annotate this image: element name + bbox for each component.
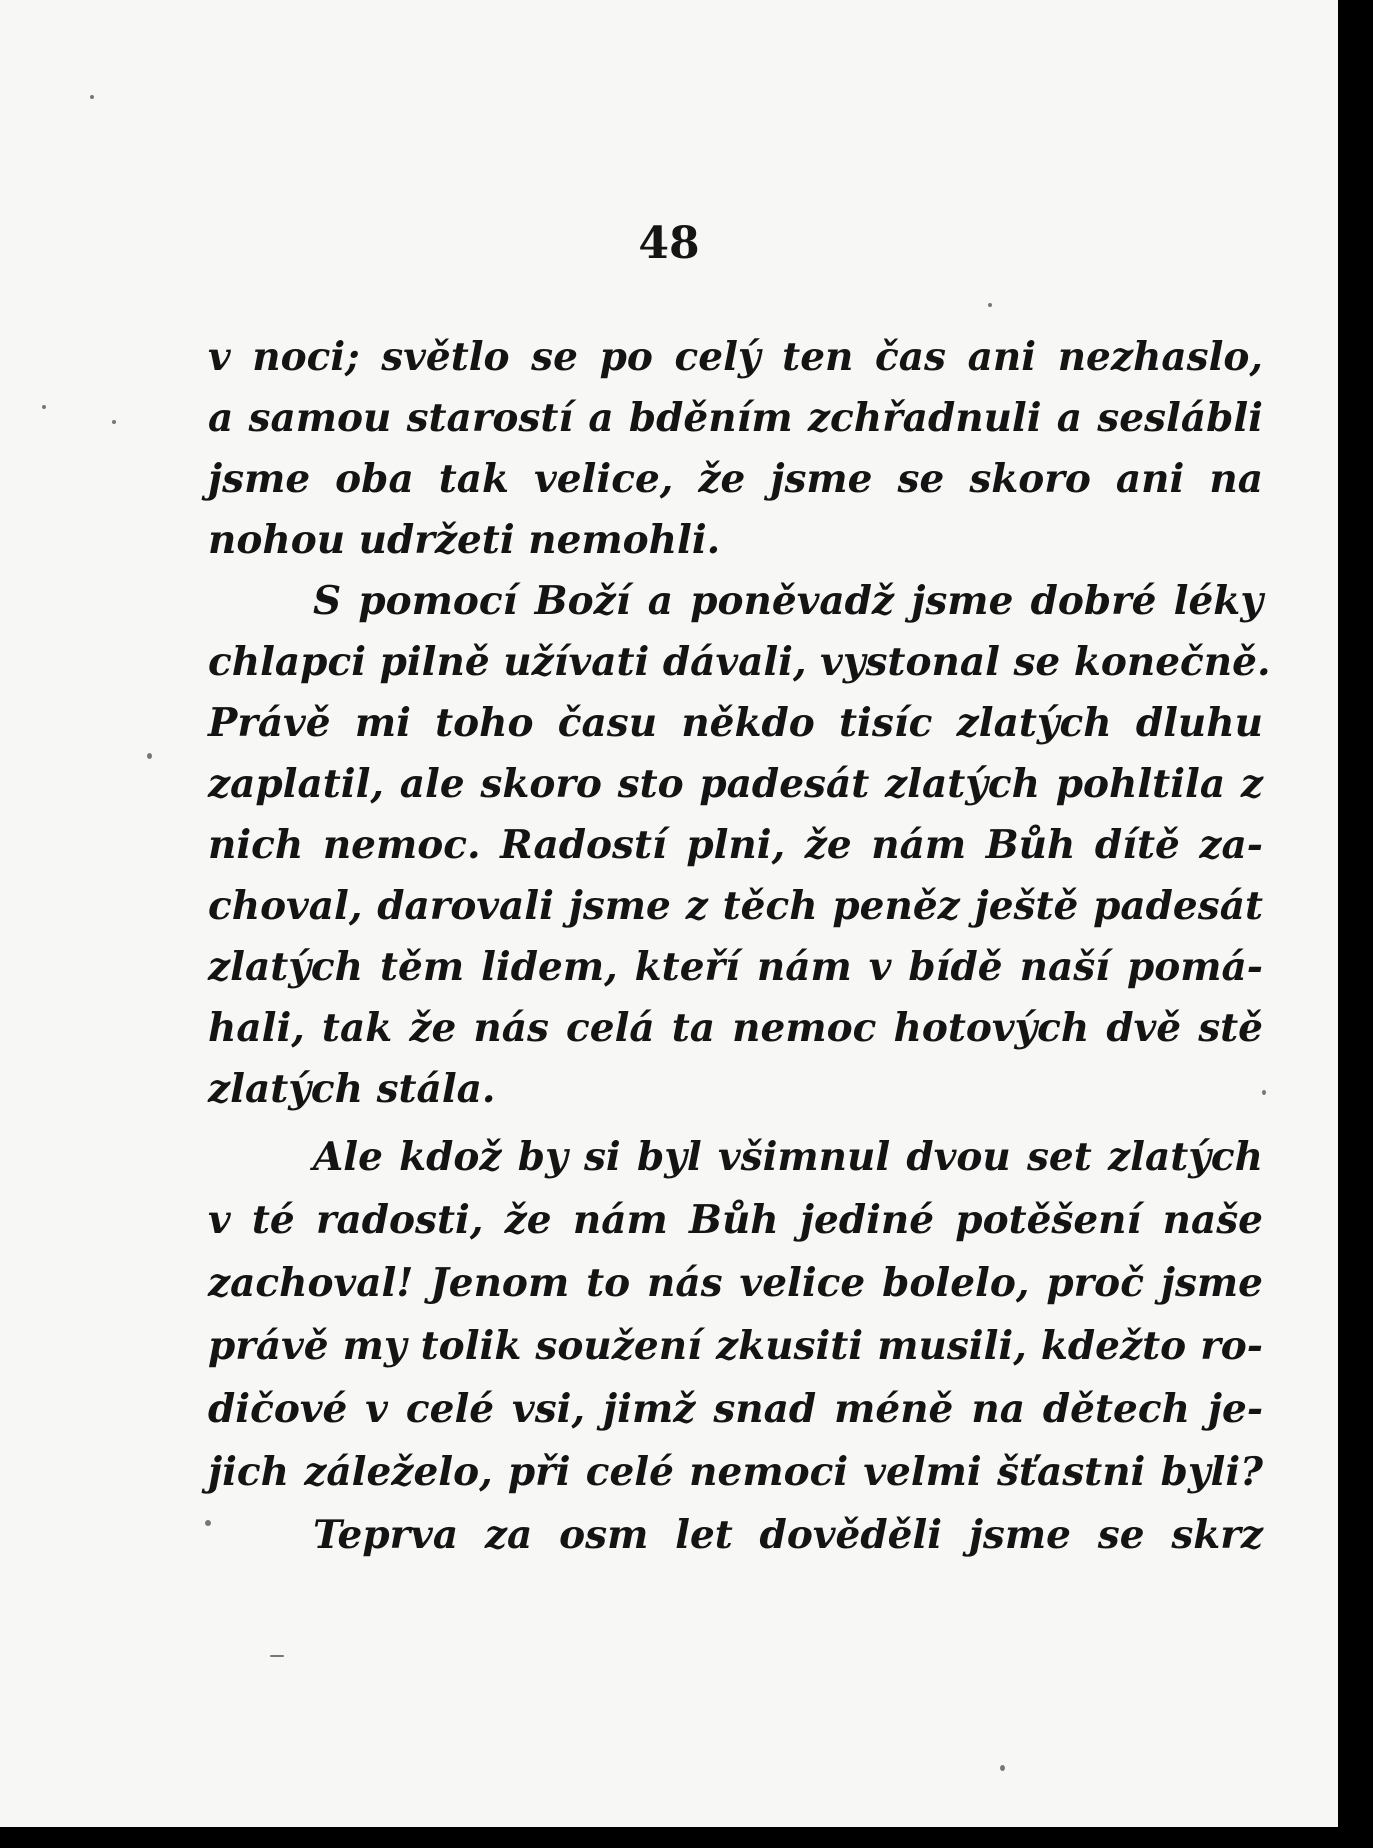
text-line: nohou udržeti nemohli. <box>208 517 721 563</box>
text-line: zaplatil, ale skoro sto padesát zlatých pohltila z <box>208 761 1263 807</box>
text-line: nich nemoc. Radostí plni, že nám Bůh dítě za- <box>208 822 1263 868</box>
text-line: dičové v celé vsi, jimž snad méně na dětech je- <box>208 1386 1263 1432</box>
text-line: chlapci pilně užívati dávali, vystonal se konečně. <box>208 639 1271 685</box>
page-number: 48 <box>638 218 700 269</box>
text-line: jsme oba tak velice, že jsme se skoro ani na <box>208 456 1263 502</box>
speck <box>988 303 992 307</box>
text-line: v noci; světlo se po celý ten čas ani nezhaslo, <box>208 334 1263 380</box>
text-line: S pomocí Boží a poněvadž jsme dobré léky <box>313 578 1263 624</box>
speck <box>42 405 46 409</box>
speck <box>90 95 94 99</box>
speck <box>1000 1765 1005 1771</box>
text-line: Ale kdož by si byl všimnul dvou set zlatých <box>313 1134 1263 1180</box>
speck <box>1262 1090 1266 1095</box>
text-line: zlatých stála. <box>208 1066 496 1112</box>
text-line: právě my tolik soužení zkusiti musili, kdežto ro- <box>208 1323 1263 1369</box>
speck <box>205 1520 211 1526</box>
speck <box>147 753 152 759</box>
speck <box>112 420 116 424</box>
text-line: zachoval! Jenom to nás velice bolelo, proč jsme <box>208 1260 1263 1306</box>
text-line: choval, darovali jsme z těch peněz ještě padesát <box>208 883 1263 929</box>
text-line: zlatých těm lidem, kteří nám v bídě naší pomá- <box>208 944 1263 990</box>
text-line: Teprva za osm let dověděli jsme se skrz <box>313 1512 1263 1558</box>
text-line: jich záleželo, při celé nemoci velmi šťastni byli? <box>208 1449 1263 1495</box>
text-line: v té radosti, že nám Bůh jediné potěšení naše <box>208 1197 1263 1243</box>
speck <box>270 1655 284 1657</box>
text-line: Právě mi toho času někdo tisíc zlatých dluhu <box>208 700 1263 746</box>
text-line: a samou starostí a bděním zchřadnuli a seslábli <box>208 395 1263 441</box>
text-line: hali, tak že nás celá ta nemoc hotových dvě stě <box>208 1005 1263 1051</box>
